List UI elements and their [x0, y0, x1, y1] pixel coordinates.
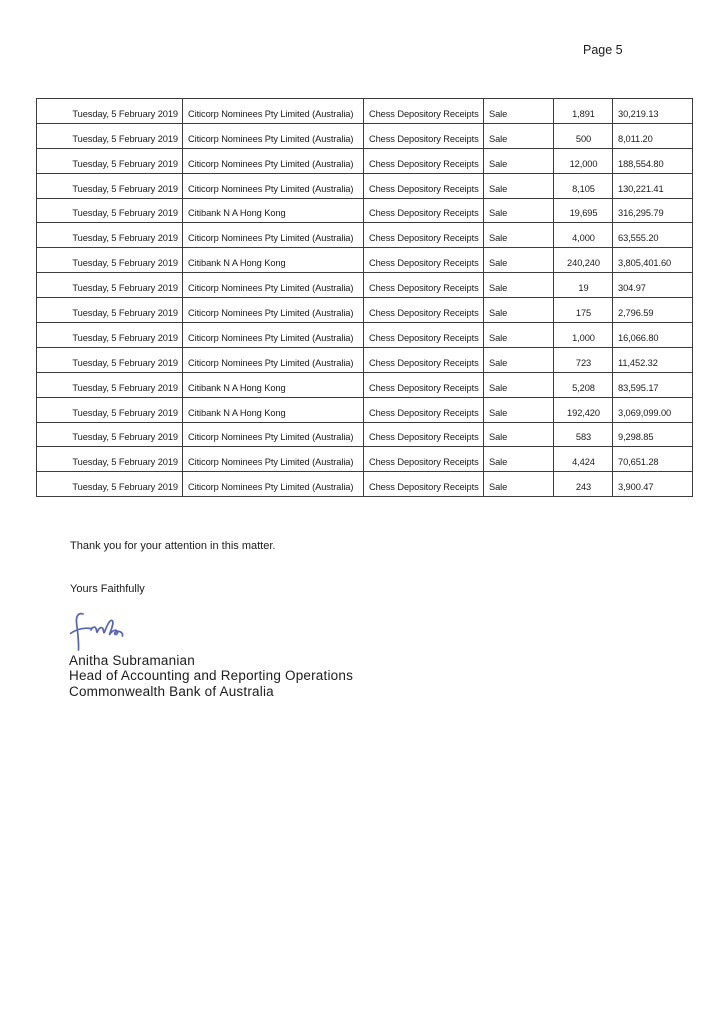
- cell-date: Tuesday, 5 February 2019: [37, 422, 183, 447]
- cell-amount: 3,900.47: [613, 472, 693, 497]
- cell-quantity: 12,000: [554, 148, 613, 173]
- cell-quantity: 4,000: [554, 223, 613, 248]
- cell-security: Chess Depository Receipts: [364, 148, 484, 173]
- cell-amount: 316,295.79: [613, 198, 693, 223]
- cell-amount: 9,298.85: [613, 422, 693, 447]
- cell-transaction_type: Sale: [484, 198, 554, 223]
- cell-counterparty: Citibank N A Hong Kong: [183, 372, 364, 397]
- cell-transaction_type: Sale: [484, 347, 554, 372]
- cell-counterparty: Citicorp Nominees Pty Limited (Australia): [183, 99, 364, 124]
- table-row: [37, 123, 693, 148]
- cell-quantity: 1,000: [554, 323, 613, 348]
- cell-counterparty: Citibank N A Hong Kong: [183, 248, 364, 273]
- cell-counterparty: Citicorp Nominees Pty Limited (Australia): [183, 148, 364, 173]
- cell-security: Chess Depository Receipts: [364, 323, 484, 348]
- cell-counterparty: Citicorp Nominees Pty Limited (Australia): [183, 323, 364, 348]
- cell-amount: 304.97: [613, 273, 693, 298]
- table-row: [37, 347, 693, 372]
- cell-quantity: 583: [554, 422, 613, 447]
- cell-security: Chess Depository Receipts: [364, 248, 484, 273]
- cell-quantity: 1,891: [554, 99, 613, 124]
- cell-transaction_type: Sale: [484, 397, 554, 422]
- cell-counterparty: Citicorp Nominees Pty Limited (Australia): [183, 472, 364, 497]
- signatory-name: Anitha Subramanian: [69, 653, 195, 668]
- cell-counterparty: Citicorp Nominees Pty Limited (Australia): [183, 298, 364, 323]
- signatory-title: Head of Accounting and Reporting Operations: [69, 668, 354, 684]
- cell-date: Tuesday, 5 February 2019: [37, 298, 183, 323]
- cell-amount: 83,595.17: [613, 372, 693, 397]
- cell-security: Chess Depository Receipts: [364, 347, 484, 372]
- cell-quantity: 240,240: [554, 248, 613, 273]
- cell-date: Tuesday, 5 February 2019: [37, 397, 183, 422]
- signature-strokes: [71, 614, 123, 650]
- cell-amount: 30,219.13: [613, 99, 693, 124]
- cell-date: Tuesday, 5 February 2019: [37, 173, 183, 198]
- table-row: [37, 472, 693, 497]
- cell-date: Tuesday, 5 February 2019: [37, 148, 183, 173]
- cell-counterparty: Citicorp Nominees Pty Limited (Australia): [183, 273, 364, 298]
- table-row: [37, 372, 693, 397]
- signature-block: [69, 653, 353, 699]
- cell-date: Tuesday, 5 February 2019: [37, 472, 183, 497]
- cell-quantity: 19,695: [554, 198, 613, 223]
- table-row: [37, 248, 693, 273]
- cell-counterparty: Citicorp Nominees Pty Limited (Australia): [183, 173, 364, 198]
- cell-amount: 63,555.20: [613, 223, 693, 248]
- signatory-company: Commonwealth Bank of Australia: [69, 683, 274, 699]
- cell-counterparty: Citicorp Nominees Pty Limited (Australia): [183, 447, 364, 472]
- table-row: [37, 198, 693, 223]
- cell-date: Tuesday, 5 February 2019: [37, 248, 183, 273]
- cell-counterparty: Citicorp Nominees Pty Limited (Australia): [183, 223, 364, 248]
- cell-security: Chess Depository Receipts: [364, 123, 484, 148]
- cell-transaction_type: Sale: [484, 323, 554, 348]
- cell-transaction_type: Sale: [484, 248, 554, 273]
- page-number: Page 5: [583, 43, 623, 57]
- table-row: [37, 298, 693, 323]
- cell-amount: 3,069,099.00: [613, 397, 693, 422]
- closing-thanks-text: Thank you for your attention in this matter.: [70, 540, 276, 552]
- cell-counterparty: Citicorp Nominees Pty Limited (Australia): [183, 123, 364, 148]
- closing-salutation-text: Yours Faithfully: [70, 583, 145, 595]
- cell-quantity: 4,424: [554, 447, 613, 472]
- cell-amount: 70,651.28: [613, 447, 693, 472]
- cell-amount: 16,066.80: [613, 323, 693, 348]
- cell-quantity: 500: [554, 123, 613, 148]
- cell-counterparty: Citicorp Nominees Pty Limited (Australia): [183, 422, 364, 447]
- table-row: [37, 397, 693, 422]
- cell-amount: 188,554.80: [613, 148, 693, 173]
- cell-quantity: 175: [554, 298, 613, 323]
- cell-counterparty: Citicorp Nominees Pty Limited (Australia): [183, 347, 364, 372]
- cell-security: Chess Depository Receipts: [364, 472, 484, 497]
- cell-transaction_type: Sale: [484, 273, 554, 298]
- table-row: [37, 323, 693, 348]
- cell-security: Chess Depository Receipts: [364, 447, 484, 472]
- cell-amount: 3,805,401.60: [613, 248, 693, 273]
- transactions-table: [36, 98, 693, 497]
- cell-date: Tuesday, 5 February 2019: [37, 198, 183, 223]
- cell-date: Tuesday, 5 February 2019: [37, 99, 183, 124]
- cell-security: Chess Depository Receipts: [364, 397, 484, 422]
- cell-date: Tuesday, 5 February 2019: [37, 223, 183, 248]
- cell-amount: 2,796.59: [613, 298, 693, 323]
- table-row: [37, 422, 693, 447]
- table-row: [37, 223, 693, 248]
- cell-quantity: 19: [554, 273, 613, 298]
- table-row: [37, 447, 693, 472]
- transactions-table-body: [37, 99, 693, 497]
- cell-date: Tuesday, 5 February 2019: [37, 447, 183, 472]
- cell-security: Chess Depository Receipts: [364, 372, 484, 397]
- cell-quantity: 192,420: [554, 397, 613, 422]
- cell-amount: 11,452.32: [613, 347, 693, 372]
- table-row: [37, 273, 693, 298]
- cell-transaction_type: Sale: [484, 99, 554, 124]
- cell-security: Chess Depository Receipts: [364, 99, 484, 124]
- cell-transaction_type: Sale: [484, 298, 554, 323]
- cell-transaction_type: Sale: [484, 223, 554, 248]
- cell-quantity: 723: [554, 347, 613, 372]
- cell-counterparty: Citibank N A Hong Kong: [183, 397, 364, 422]
- cell-quantity: 8,105: [554, 173, 613, 198]
- cell-date: Tuesday, 5 February 2019: [37, 123, 183, 148]
- cell-transaction_type: Sale: [484, 422, 554, 447]
- cell-transaction_type: Sale: [484, 173, 554, 198]
- cell-date: Tuesday, 5 February 2019: [37, 347, 183, 372]
- cell-date: Tuesday, 5 February 2019: [37, 273, 183, 298]
- cell-date: Tuesday, 5 February 2019: [37, 323, 183, 348]
- cell-date: Tuesday, 5 February 2019: [37, 372, 183, 397]
- table-row: [37, 99, 693, 124]
- table-row: [37, 173, 693, 198]
- cell-security: Chess Depository Receipts: [364, 223, 484, 248]
- cell-security: Chess Depository Receipts: [364, 173, 484, 198]
- cell-transaction_type: Sale: [484, 123, 554, 148]
- cell-security: Chess Depository Receipts: [364, 422, 484, 447]
- cell-transaction_type: Sale: [484, 447, 554, 472]
- cell-counterparty: Citibank N A Hong Kong: [183, 198, 364, 223]
- cell-security: Chess Depository Receipts: [364, 298, 484, 323]
- cell-quantity: 5,208: [554, 372, 613, 397]
- cell-security: Chess Depository Receipts: [364, 198, 484, 223]
- cell-amount: 8,011.20: [613, 123, 693, 148]
- cell-transaction_type: Sale: [484, 372, 554, 397]
- cell-quantity: 243: [554, 472, 613, 497]
- cell-transaction_type: Sale: [484, 472, 554, 497]
- cell-transaction_type: Sale: [484, 148, 554, 173]
- table-row: [37, 148, 693, 173]
- cell-amount: 130,221.41: [613, 173, 693, 198]
- cell-security: Chess Depository Receipts: [364, 273, 484, 298]
